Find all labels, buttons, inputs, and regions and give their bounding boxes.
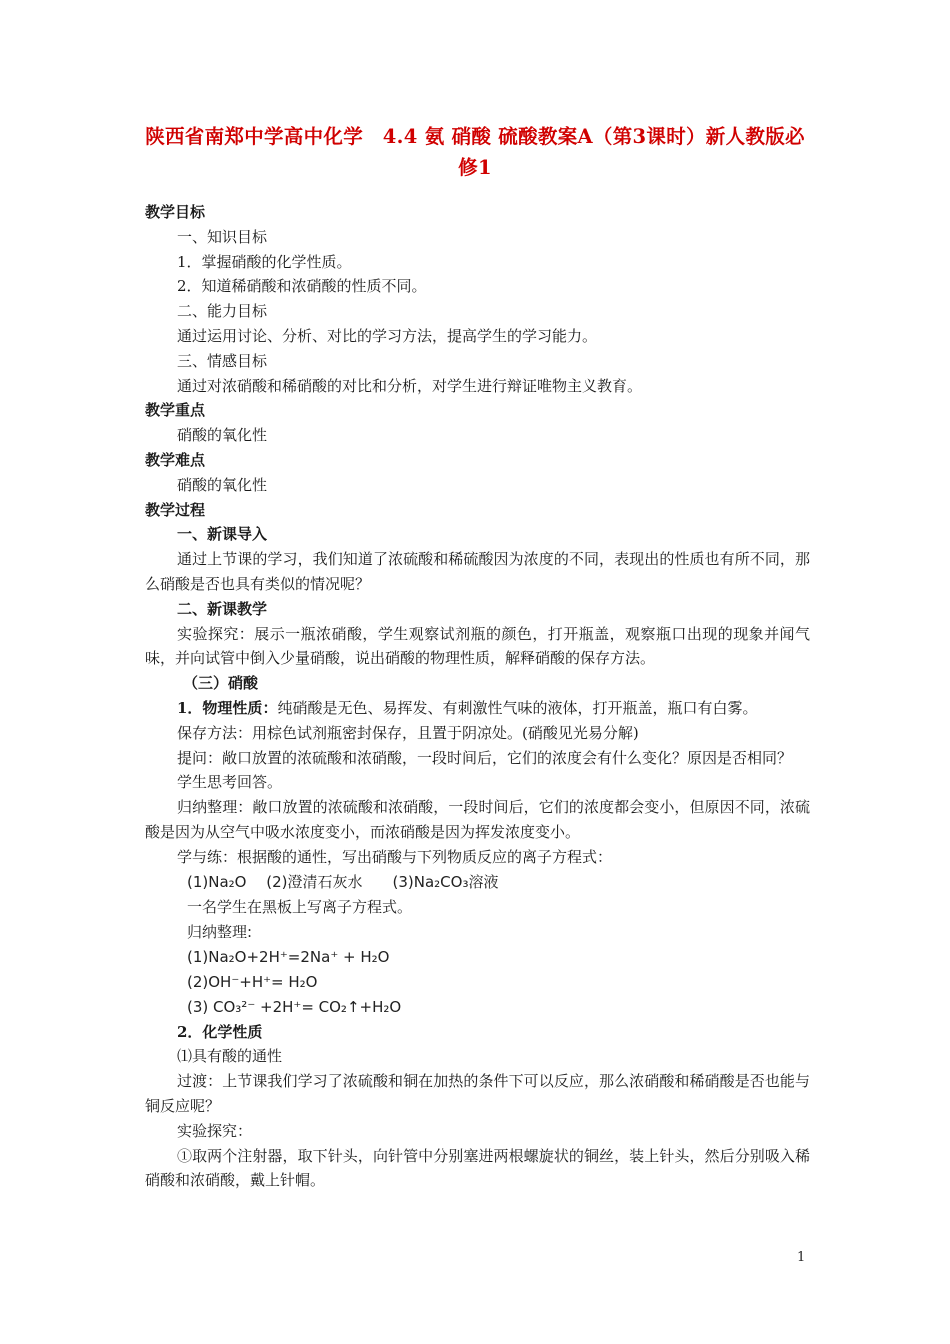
practice-board-note: 一名学生在黑板上写离子方程式。 bbox=[187, 897, 413, 916]
heading-difficulty: 教学难点 bbox=[145, 450, 206, 469]
physical-properties-label: 1．物理性质： bbox=[177, 698, 278, 717]
goal-emotion: 三、情感目标 bbox=[177, 351, 268, 370]
practice-items: (1)Na₂O (2)澄清石灰水 (3)Na₂CO₃溶液 bbox=[187, 872, 499, 891]
goal-emotion-text: 通过对浓硝酸和稀硝酸的对比和分析，对学生进行辩证唯物主义教育。 bbox=[177, 376, 643, 395]
document-body bbox=[145, 200, 810, 1193]
experiment-paragraph: 实验探究：展示一瓶浓硝酸，学生观察试剂瓶的颜色，打开瓶盖，观察瓶口出现的现象并闻气味，并向试管中倒入少量硝酸，说出硝酸的物理性质，解释硝酸的保存方法。 bbox=[145, 624, 810, 668]
storage-method: 保存方法：用棕色试剂瓶密封保存，且置于阴凉处。(硝酸见光易分解) bbox=[177, 723, 639, 742]
goal-ability: 二、能力目标 bbox=[177, 302, 268, 321]
page-number: 1 bbox=[797, 1250, 806, 1265]
goal-ability-text: 通过运用讨论、分析、对比的学习方法，提高学生的学习能力。 bbox=[177, 326, 598, 345]
heading-goals: 教学目标 bbox=[145, 203, 206, 221]
experiment-label: 实验探究： bbox=[177, 1121, 253, 1140]
equation-1: (1)Na₂O+2H⁺=2Na⁺ + H₂O bbox=[187, 947, 390, 966]
physical-properties bbox=[145, 696, 810, 721]
summary-paragraph: 归纳整理：敞口放置的浓硫酸和浓硝酸，一段时间后，它们的浓度都会变小，但原因不同，浓硫酸是因为从空气中吸水浓度变小，而浓硝酸是因为挥发浓度变小。 bbox=[145, 798, 810, 841]
chemical-property-1: ⑴具有酸的通性 bbox=[177, 1047, 283, 1066]
goal-knowledge-1: 1．掌握硝酸的化学性质。 bbox=[177, 252, 352, 271]
heading-new-lesson: 二、新课教学 bbox=[177, 599, 268, 618]
equation-3: (3) CO₃²⁻ +2H⁺= CO₂↑+H₂O bbox=[187, 997, 402, 1016]
practice-prompt: 学与练：根据酸的通性，写出硝酸与下列物质反应的离子方程式： bbox=[177, 847, 613, 866]
transition-paragraph: 过渡：上节课我们学习了浓硫酸和铜在加热的条件下可以反应，那么浓硝酸和稀硝酸是否也能与铜反应呢？ bbox=[145, 1072, 810, 1115]
heading-nitric-acid: （三）硝酸 bbox=[183, 674, 259, 693]
heading-process: 教学过程 bbox=[145, 500, 206, 519]
student-answer: 学生思考回答。 bbox=[177, 773, 283, 792]
goal-knowledge-2: 2．知道稀硝酸和浓硝酸的性质不同。 bbox=[177, 277, 427, 296]
goal-knowledge: 一、知识目标 bbox=[177, 227, 268, 246]
practice-summary-label: 归纳整理: bbox=[187, 922, 253, 941]
document-title: 陕西省南郑中学高中化学 4.4 氨 硝酸 硫酸教案A（第3课时）新人教版必修1 bbox=[145, 125, 805, 179]
physical-properties-text: 纯硝酸是无色、易挥发、有刺激性气味的液体，打开瓶盖，瓶口有白雾。 bbox=[277, 698, 758, 717]
heading-chemical-properties: 2．化学性质 bbox=[177, 1022, 263, 1041]
heading-key-point: 教学重点 bbox=[145, 401, 206, 420]
difficulty-text: 硝酸的氧化性 bbox=[177, 475, 268, 494]
equation-2: (2)OH⁻+H⁺= H₂O bbox=[187, 972, 318, 991]
key-point-text: 硝酸的氧化性 bbox=[177, 426, 268, 445]
intro-paragraph: 通过上节课的学习，我们知道了浓硫酸和稀硫酸因为浓度的不同，表现出的性质也有所不同，那么硝酸是否也具有类似的情况呢？ bbox=[145, 550, 810, 593]
question-paragraph: 提问：敞口放置的浓硫酸和浓硝酸，一段时间后，它们的浓度会有什么变化？原因是否相同？ bbox=[177, 748, 793, 767]
experiment-step-1: ①取两个注射器，取下针头，向针管中分别塞进两根螺旋状的铜丝，装上针头，然后分别吸入稀硝酸和浓硝酸，戴上针帽。 bbox=[145, 1146, 810, 1190]
heading-intro: 一、新课导入 bbox=[177, 525, 268, 544]
